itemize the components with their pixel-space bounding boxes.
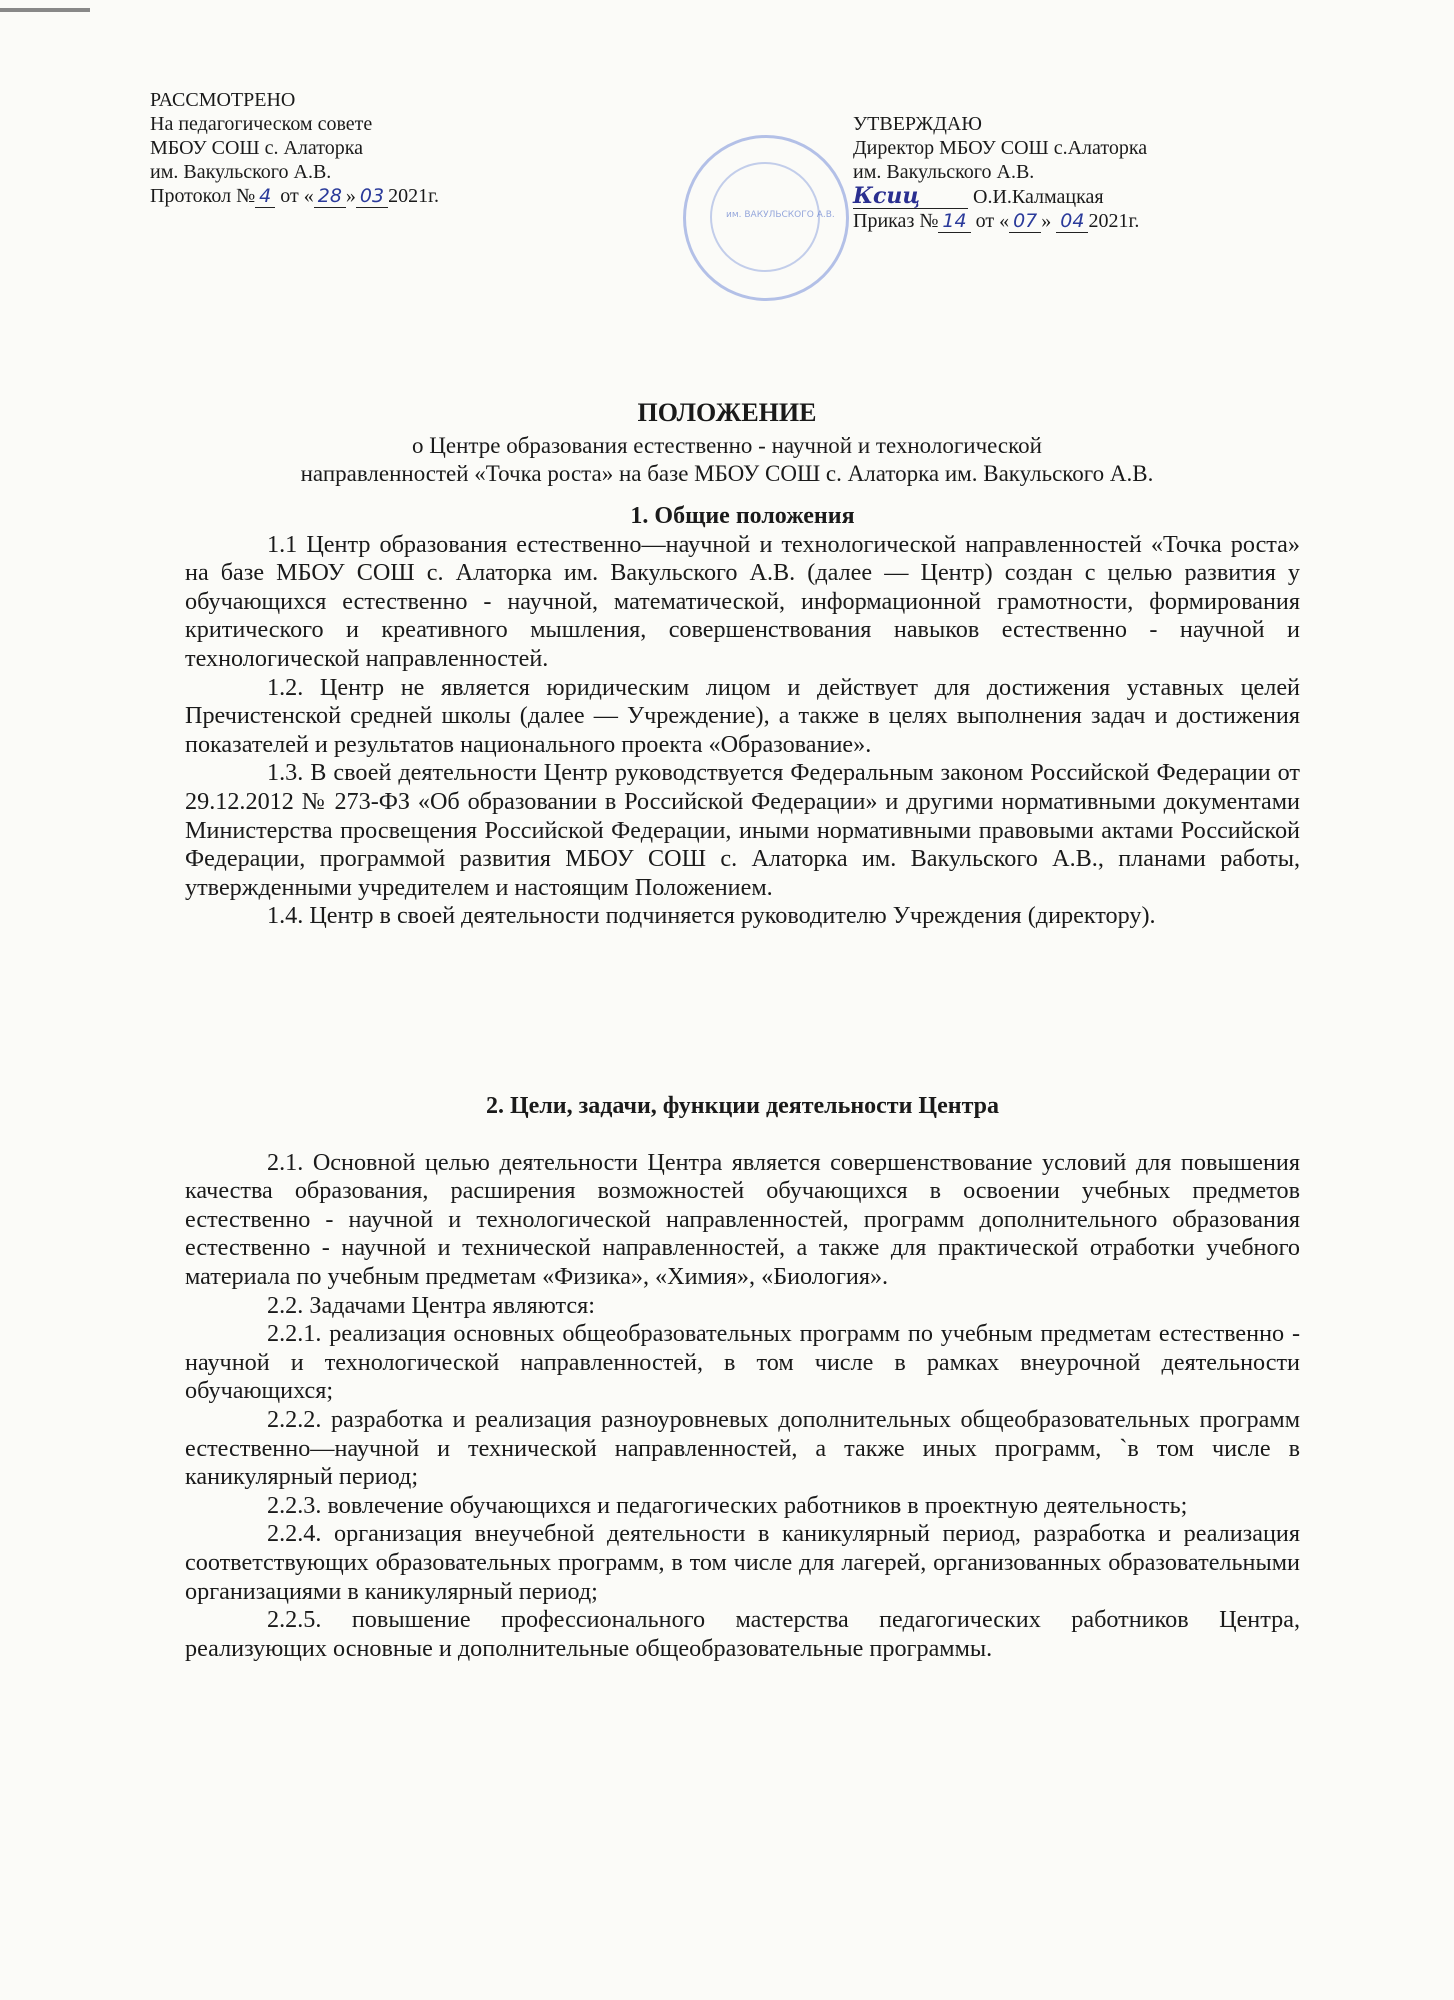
section-goals xyxy=(185,1092,1300,1663)
section-general xyxy=(185,502,1300,931)
approval-line: На педагогическом совете xyxy=(150,113,373,135)
approval-title: РАССМОТРЕНО xyxy=(150,89,296,111)
director-name: О.И.Калмацкая xyxy=(968,186,1104,208)
paragraph: 2.2.3. вовлечение обучающихся и педагогических работников в проектную деятельность; xyxy=(267,1491,1188,1519)
stamp-text: им. ВАКУЛЬСКОГО А.В. xyxy=(726,210,835,220)
date-label: от « xyxy=(275,185,314,207)
order-year: 2021г. xyxy=(1088,210,1140,232)
document-subtitle xyxy=(0,432,1454,488)
approval-block-approved xyxy=(853,112,1147,233)
paragraph: 2.2.4. организация внеучебной деятельности в каникулярный период, разработка и реализация соответствующих образовательных программ, в том числе для лагерей, организованных образовательными организациями в каникулярный период; xyxy=(185,1520,1300,1605)
protocol-label: Протокол № xyxy=(150,185,256,207)
paragraph: 2.2. Задачами Центра являются: xyxy=(267,1291,595,1319)
approval-line: им. Вакульского А.В. xyxy=(150,161,332,183)
paragraph: 2.1. Основной целью деятельности Центра является совершенствование условий для повышения качества образования, расширения возможностей обучающихся в освоении учебных предметов естественно - научной и технологической направленностей, программ дополнительного образования естественно - научной и технической направленностей, а также для практической отработки учебного материала по учебным предметам «Физика», «Химия», «Биология». xyxy=(185,1148,1300,1290)
approval-line: им. Вакульского А.В. xyxy=(853,161,1035,183)
order-month: 04 xyxy=(1056,210,1088,233)
protocol-line xyxy=(150,184,439,208)
subtitle-line: о Центре образования естественно - научной и технологической xyxy=(412,433,1042,458)
order-day: 07 xyxy=(1009,210,1041,233)
paragraph: 2.2.1. реализация основных общеобразовательных программ по учебным предметам естественно - научной и технологической направленностей, в том числе в рамках внеурочной деятельности обучающихся; xyxy=(185,1320,1300,1405)
approval-block-reviewed xyxy=(150,88,439,208)
approval-line: Директор МБОУ СОШ с.Алаторка xyxy=(853,137,1148,159)
scan-edge-mark xyxy=(0,8,90,12)
paragraph: 2.2.5. повышение профессионального мастерства педагогических работников Центра, реализующих основные и дополнительные общеобразовательные программы. xyxy=(185,1606,1300,1662)
protocol-number: 4 xyxy=(255,185,275,208)
paragraph: 1.3. В своей деятельности Центр руководствуется Федеральным законом Российской Федерации от 29.12.2012 № 273-ФЗ «Об образовании в Российской Федерации» и другими нормативными документами Министерства просвещения Российской Федерации, иными нормативными правовыми актами Российской Федерации, программой развития МБОУ СОШ с. Алаторка им. Вакульского А.В., планами работы, утвержденными учредителем и настоящим Положением. xyxy=(185,759,1300,901)
paragraph: 1.4. Центр в своей деятельности подчиняется руководителю Учреждения (директору). xyxy=(267,902,1156,930)
document-title: ПОЛОЖЕНИЕ xyxy=(637,398,817,427)
paragraph: 1.2. Центр не является юридическим лицом и действует для достижения уставных целей Пречистенской средней школы (далее — Учреждение), а также в целях выполнения задач и достижения показателей и результатов национального проекта «Образование». xyxy=(185,673,1300,758)
section-heading: 1. Общие положения xyxy=(630,503,855,529)
paragraph: 1.1 Центр образования естественно—научной и технологической направленностей «Точка роста» на базе МБОУ СОШ с. Алаторка им. Вакульского А.В. (далее — Центр) создан с целью развития у обучающихся естественно - научной, математической, информационной грамотности, формирования критического и креативного мышления, совершенствования навыков естественно - научной и технологической направленностей. xyxy=(185,530,1300,672)
signature-line xyxy=(853,184,1147,209)
date-label: от « xyxy=(970,210,1010,232)
director-signature: Ксиц xyxy=(853,184,968,209)
date-sep: » xyxy=(345,185,356,207)
paragraph: 2.2.2. разработка и реализация разноуровневых дополнительных общеобразовательных программ естественно—научной и технической направленностей, а также иных программ, `в том числе в каникулярный период; xyxy=(185,1405,1300,1491)
subtitle-line: направленностей «Точка роста» на базе МБОУ СОШ с. Алаторка им. Вакульского А.В. xyxy=(300,461,1154,486)
date-sep: » xyxy=(1041,210,1057,232)
protocol-year: 2021г. xyxy=(388,185,440,207)
order-line xyxy=(853,209,1147,233)
section-heading: 2. Цели, задачи, функции деятельности Центра xyxy=(486,1093,999,1119)
approval-line: МБОУ СОШ с. Алаторка xyxy=(150,137,363,159)
approval-title: УТВЕРЖДАЮ xyxy=(853,113,982,135)
order-label: Приказ № xyxy=(853,210,939,232)
protocol-month: 03 xyxy=(356,185,388,208)
protocol-day: 28 xyxy=(314,185,346,208)
order-number: 14 xyxy=(938,210,970,233)
school-seal-stamp xyxy=(683,135,849,301)
